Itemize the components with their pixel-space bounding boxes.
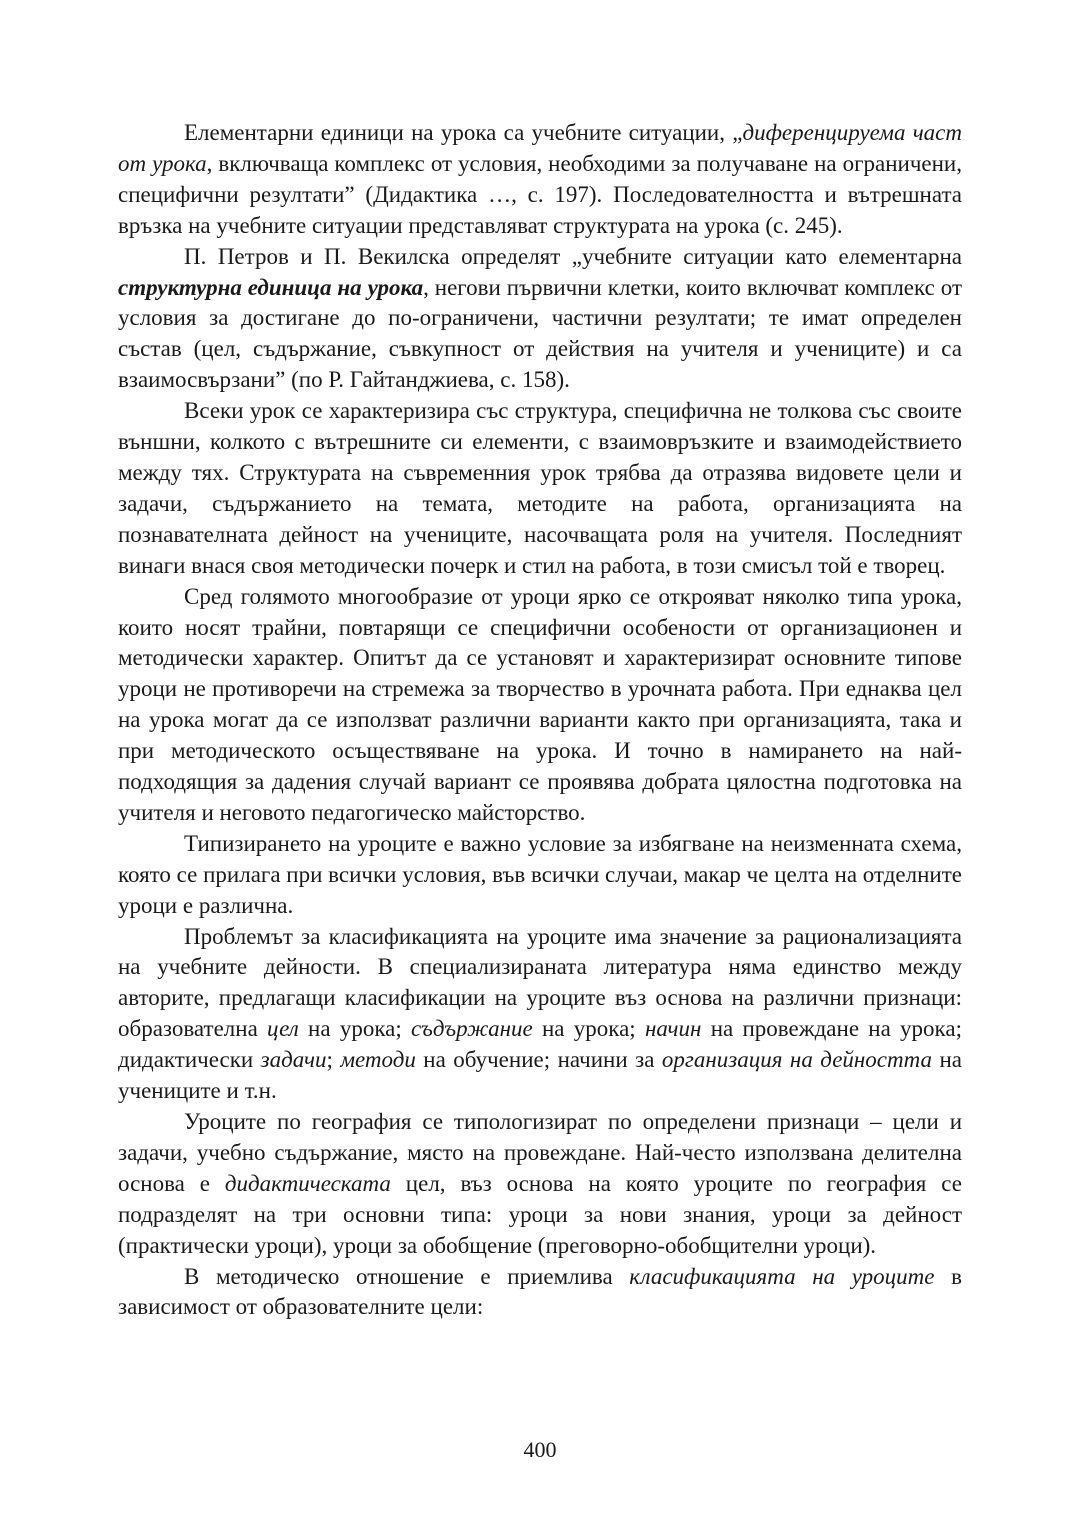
page-number: 400 [523,1437,557,1462]
paragraph-4: Сред голямото многообразие от уроци ярко се открояват няколко типа урока, които носят трайни, повтарящи се специфични особености от организационен и методически характер. Опитът да се установят и характеризират основните типове уроци не противоречи на стремежа за творчество в урочната работа. При еднаква цел на урока могат да се използват различни варианти както при организацията, така и при методическото осъществяване на урока. И точно в намирането на най-подходящия за дадения случай вариант се проявява добрата цялостна подготовка на учителя и неговото педагогическо майсторство. [118,583,962,825]
emphasis-klasifikatsiyata: класификацията на уроците [629,1263,935,1289]
paragraph-6: Проблемът за класификацията на уроците има значение за рационализацията на учебните дейности. В специализираната литература няма единство между авторите, предлагащи класификации на уроците въз основа на различни признаци: образователна цел на урока; съдържание на урока; начин на провеждане на урока; дидактически задачи; методи на обучение; начини за организация на дейността на учениците и т.н. [118,923,963,1104]
page-body [118,118,962,1323]
emphasis-zadachi: задачи [260,1047,327,1073]
emphasis-nachin: начин [644,1016,702,1042]
paragraph-5: Типизирането на уроците е важно условие за избягване на неизменната схема, която се прилага при всички условия, във всички случаи, макар че целта на отделните уроци е различна. [118,830,962,918]
paragraph-1: Елементарни единици на урока са учебните ситуации, „диференцируема част от урока, включваща комплекс от условия, необходими за получаване на ограничени, специфични резултати” (Дидактика …, с. 197). Последователността и вътрешната връзка на учебните ситуации представляват структурата на урока (с. 245). [118,120,962,238]
emphasis-diferentsiruema: диференцируема част от урока [118,120,962,176]
emphasis-sadarzhanie: съдържание [411,1016,533,1042]
emphasis-metodi: методи [340,1047,416,1073]
emphasis-tsel: цел [267,1016,299,1042]
emphasis-strukturna-edinitsa: структурна единица на урока [118,274,424,300]
paragraph-2: П. Петров и П. Векилска определят „учебните ситуации като елементарна структурна единица на урока, негови първични клетки, които включват комплекс от условия за достигане до по-ограничени, частични резултати; те имат определен състав (цел, съдържание, съвкупност от действия на учителя и учениците) и са взаимосвързани” (по Р. Гайтанджиева, с. 158). [118,243,962,393]
paragraph-3: Всеки урок се характеризира със структура, специфична не толкова със своите външни, колкото с вътрешните си елементи, с взаимовръзките и взаимодействието между тях. Структурата на съвременния урок трябва да отразява видовете цели и задачи, съдържанието на темата, методите на работа, организацията на познавателната дейност на учениците, насочващата роля на учителя. Последният винаги внася своя методически почерк и стил на работа, в този смисъл той е творец. [118,398,962,578]
emphasis-didakticheskata: дидактическата [224,1170,391,1196]
paragraph-7: Уроците по география се типологизират по определени признаци – цели и задачи, учебно съдържание, място на провеждане. Най-често използвана делителна основа е дидактическата цел, въз основа на която уроците по география се подразделят на три основни типа: уроци за нови знания, уроци за дейност (практически уроци), уроци за обобщение (преговорно-обобщителни уроци). [118,1109,962,1258]
paragraph-8: В методическо отношение е приемлива класификацията на уроците в зависимост от образователните цели: [118,1263,962,1320]
emphasis-organizatsia: организация на дейността [661,1047,933,1073]
